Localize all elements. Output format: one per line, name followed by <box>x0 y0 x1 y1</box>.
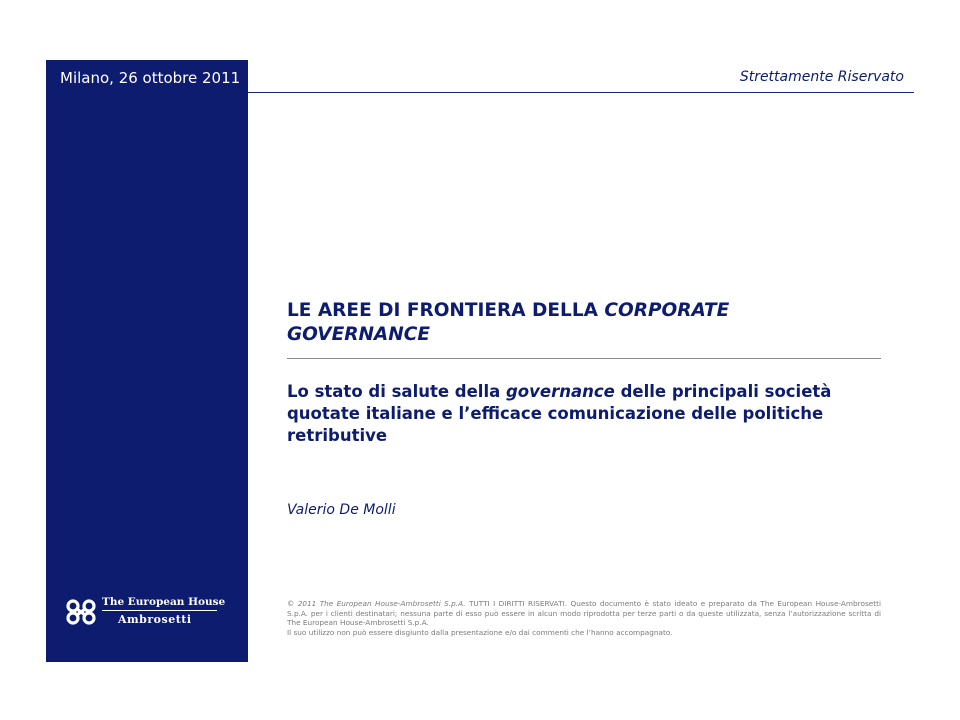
logo-text-primary: The European House <box>102 596 226 608</box>
logo-text-secondary: Ambrosetti <box>118 613 192 626</box>
copyright-notice <box>287 599 881 637</box>
subtitle-text-start: Lo stato di salute della <box>287 382 506 401</box>
copyright-text: TUTTI I DIRITTI RISERVATI. Questo documento è stato ideato e preparato da The European House-Ambrosetti S.p.A. per i clienti destinatari; nessuna parte di esso può essere in alcun modo riprodotta per terze parti o da queste utilizzata, senza l’autorizzazione scritta di The European House-Ambrosetti S.p.A. <box>287 599 881 627</box>
slide-title <box>287 299 847 347</box>
subtitle-italic-text: governance <box>506 382 615 401</box>
title-text: LE AREE DI FRONTIERA DELLA <box>287 300 605 321</box>
title-italic-text: CORPORATE GOVERNANCE <box>287 300 730 345</box>
european-house-knot-icon <box>64 598 98 626</box>
subtitle-text-end: delle principali società quotate italiane e l’efficace comunicazione delle politiche retributive <box>287 382 832 445</box>
copyright-usage-note: Il suo utilizzo non può essere disgiunto dalla presentazione e/o dai commenti che l’hanno accompagnato. <box>287 627 673 637</box>
company-logo <box>60 594 226 634</box>
confidentiality-label: Strettamente Riservato <box>739 69 904 85</box>
sidebar-panel <box>46 60 248 662</box>
logo-divider <box>102 610 217 611</box>
presentation-date: Milano, 26 ottobre 2011 <box>60 69 241 87</box>
title-divider <box>287 358 881 359</box>
author-name: Valerio De Molli <box>287 502 396 518</box>
header-divider <box>248 92 914 93</box>
slide-subtitle <box>287 381 867 447</box>
copyright-owner: © 2011 The European House-Ambrosetti S.p.A. <box>287 599 466 608</box>
